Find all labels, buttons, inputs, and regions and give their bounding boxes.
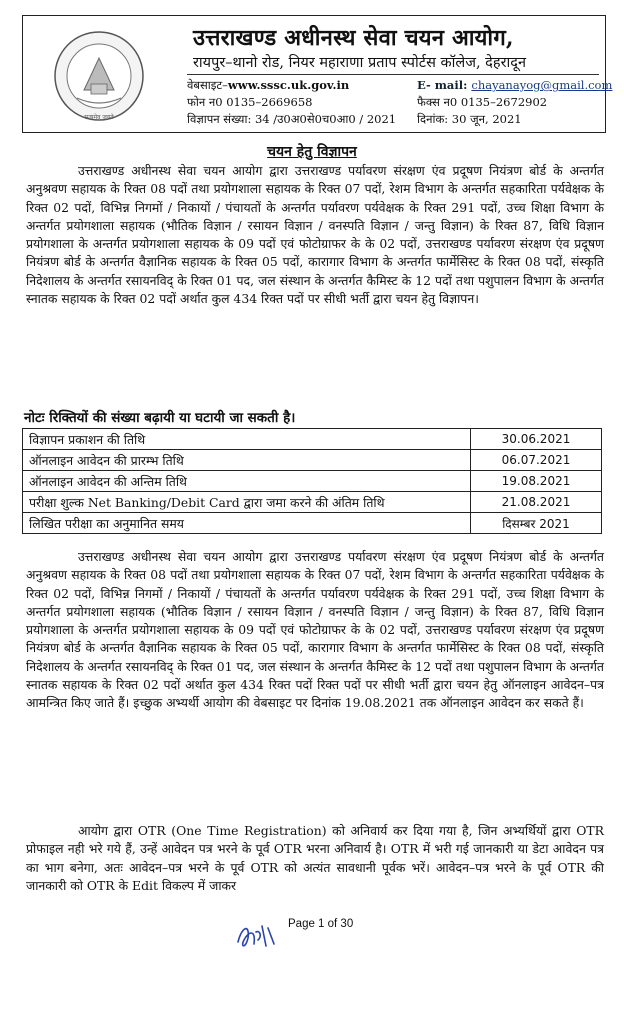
intro-paragraph: उत्तराखण्ड अधीनस्थ सेवा चयन आयोग द्वारा उत्तराखण्ड पर्यावरण संरक्षण एंव प्रदूषण नियंत्रण बोर्ड के अन्तर्गत अनुश्रवण सहायक के रिक्त 08 पदों तथा प्रयोगशाला सहायक के रिक्त 07 पदों, रेशम विभाग के अन्तर्गत सहकारिता पर्यवेक्षक के रिक्त 02 पदों, विभिन्न निगमों / निकायों / पंचायतों के अन्तर्गत पर्यावरण पर्यवेक्षक के रिक्त 291 पदों, उच्च शिक्षा विभाग के अन्तर्गत प्रयोगशाला सहायक (भौतिक विज्ञान / रसायन विज्ञान / वनस्पति विज्ञान / जन्तु विज्ञान) के रिक्त 87, विधि विज्ञान प्रयोगशाला के अन्तर्गत प्रयोगशाला सहायक के 09 पदों एवं फोटोग्राफर के के 02 पदों, उत्तराखण्ड पर्यावरण संरक्षण एंव प्रदूषण नियंत्रण बोर्ड के अन्तर्गत वैज्ञानिक सहायक के रिक्त 05 पदों, कारागार विभाग के अन्तर्गत फार्मेसिस्ट के रिक्त 08 पदों, संस्कृति निदेशालय के अन्तर्गत रसायनविद् के रिक्त 01 पद, जल संस्थान के अन्तर्गत कैमिस्ट के 12 पदों तथा पशुपालन विभाग के अन्तर्गत स्नातक सहायक के रिक्त 02 पदों अर्थात कुल 434 रिक्त पदों पर सीधी भर्ती द्वारा चयन हेतु विज्ञापन। — [26, 163, 604, 307]
date-value: दिसम्बर 2021 — [471, 513, 602, 534]
date-label: ऑनलाइन आवेदन की प्रारम्भ तिथि — [23, 450, 471, 471]
letterhead — [22, 15, 613, 133]
handwritten-signature — [232, 918, 282, 954]
date-value: 30.06.2021 — [471, 429, 602, 450]
email-line: E- mail: chayanayog@gmail.com — [417, 78, 613, 92]
application-paragraph: उत्तराखण्ड अधीनस्थ सेवा चयन आयोग द्वारा उत्तराखण्ड पर्यावरण संरक्षण एंव प्रदूषण नियंत्रण बोर्ड के अन्तर्गत अनुश्रवण सहायक के रिक्त 08 पदों तथा प्रयोगशाला सहायक के रिक्त 07 पदों, रेशम विभाग के अन्तर्गत सहकारिता पर्यवेक्षक के रिक्त 02 पदों, विभिन्न निगमों / निकायों / पंचायतों के अन्तर्गत पर्यावरण पर्यवेक्षक के रिक्त 291 पदों, उच्च शिक्षा विभाग के अन्तर्गत प्रयोगशाला सहायक (भौतिक विज्ञान / रसायन विज्ञान / वनस्पति विज्ञान / जन्तु विज्ञान) के रिक्त 87, विधि विज्ञान प्रयोगशाला के अन्तर्गत प्रयोगशाला सहायक के 09 पदों एवं फोटोग्राफर के के 02 पदों, उत्तराखण्ड पर्यावरण संरक्षण एंव प्रदूषण नियंत्रण बोर्ड के अन्तर्गत वैज्ञानिक सहायक के रिक्त 05 पदों, कारागार विभाग के अन्तर्गत फार्मेसिस्ट के रिक्त 08 पदों, संस्कृति निदेशालय के अन्तर्गत रसायनविद् के रिक्त 01 पद, जल संस्थान के अन्तर्गत कैमिस्ट के 12 पदों तथा पशुपालन विभाग के अन्तर्गत स्नातक सहायक के रिक्त 02 पदों अर्थात कुल 434 रिक्त पदों रिक्त पदों पर सीधी भर्ती द्वारा चयन हेतु ऑनलाइन आवेदन–पत्र आमन्त्रित किए जाते हैं। इच्छुक अभ्यर्थी आयोग की वेबसाइट पर दिनांक 19.08.2021 तक ऑनलाइन आवेदन कर सकते हैं। — [26, 549, 604, 711]
advertisement-number: विज्ञापन संख्या: 34 /उ0अ0से0च0आ0 / 2021 — [187, 112, 397, 126]
website-link[interactable]: www.sssc.uk.gov.in — [227, 78, 350, 92]
svg-text:सत्यमेव जयते: सत्यमेव जयते — [84, 114, 114, 121]
dates-row — [23, 450, 602, 471]
commission-address: रायपुर–थानो रोड, नियर महाराणा प्रताप स्पोर्टस कॉलेज, देहरादून — [193, 55, 527, 71]
otr-paragraph: आयोग द्वारा OTR (One Time Registration) को अनिवार्य कर दिया गया है, जिन अभ्यर्थियों द्वारा OTR प्रोफाइल नही भरे गये हैं, उन्हें आवेदन पत्र भरने के पूर्व OTR भरना अनिवार्य है। OTR में भरी गई जानकारी या डेटा आवेदन पत्र का भाग बनेगा, अतः आवेदन–पत्र भरने के पूर्व OTR को अत्यंत सावधानी पूर्वक भरें। आवेदन–पत्र भरने के पूर्व OTR की जानकारी को OTR के Edit विकल्प में जाकर — [26, 823, 604, 893]
fax-number: फैक्स न0 0135–2672902 — [417, 95, 548, 109]
date-label: विज्ञापन प्रकाशन की तिथि — [23, 429, 471, 450]
date-value: 19.08.2021 — [471, 471, 602, 492]
dates-row — [23, 471, 602, 492]
header-divider — [187, 74, 599, 75]
email-link[interactable]: chayanayog@gmail.com — [471, 78, 613, 92]
issue-date: दिनांक: 30 जून, 2021 — [417, 112, 522, 126]
website-line: वेबसाइट–www.sssc.uk.gov.in — [187, 78, 350, 92]
dates-row — [23, 429, 602, 450]
commission-title: उत्तराखण्ड अधीनस्थ सेवा चयन आयोग, — [193, 25, 514, 51]
phone-number: फोन न0 0135–2669658 — [187, 95, 313, 109]
date-value: 21.08.2021 — [471, 492, 602, 513]
date-value: 06.07.2021 — [471, 450, 602, 471]
date-label: लिखित परीक्षा का अनुमानित समय — [23, 513, 471, 534]
dates-row — [23, 513, 602, 534]
important-dates-table — [22, 428, 602, 534]
vacancy-note: नोटः रिक्तियों की संख्या बढ़ायी या घटायी जा सकती है। — [24, 410, 296, 426]
commission-seal-logo — [37, 28, 161, 124]
date-label: परीक्षा शुल्क Net Banking/Debit Card द्वारा जमा करने की अंतिम तिथि — [23, 492, 471, 513]
dates-row — [23, 492, 602, 513]
page-number: Page 1 of 30 — [288, 918, 354, 930]
date-label: ऑनलाइन आवेदन की अन्तिम तिथि — [23, 471, 471, 492]
page-heading: चयन हेतु विज्ञापन — [267, 144, 357, 160]
